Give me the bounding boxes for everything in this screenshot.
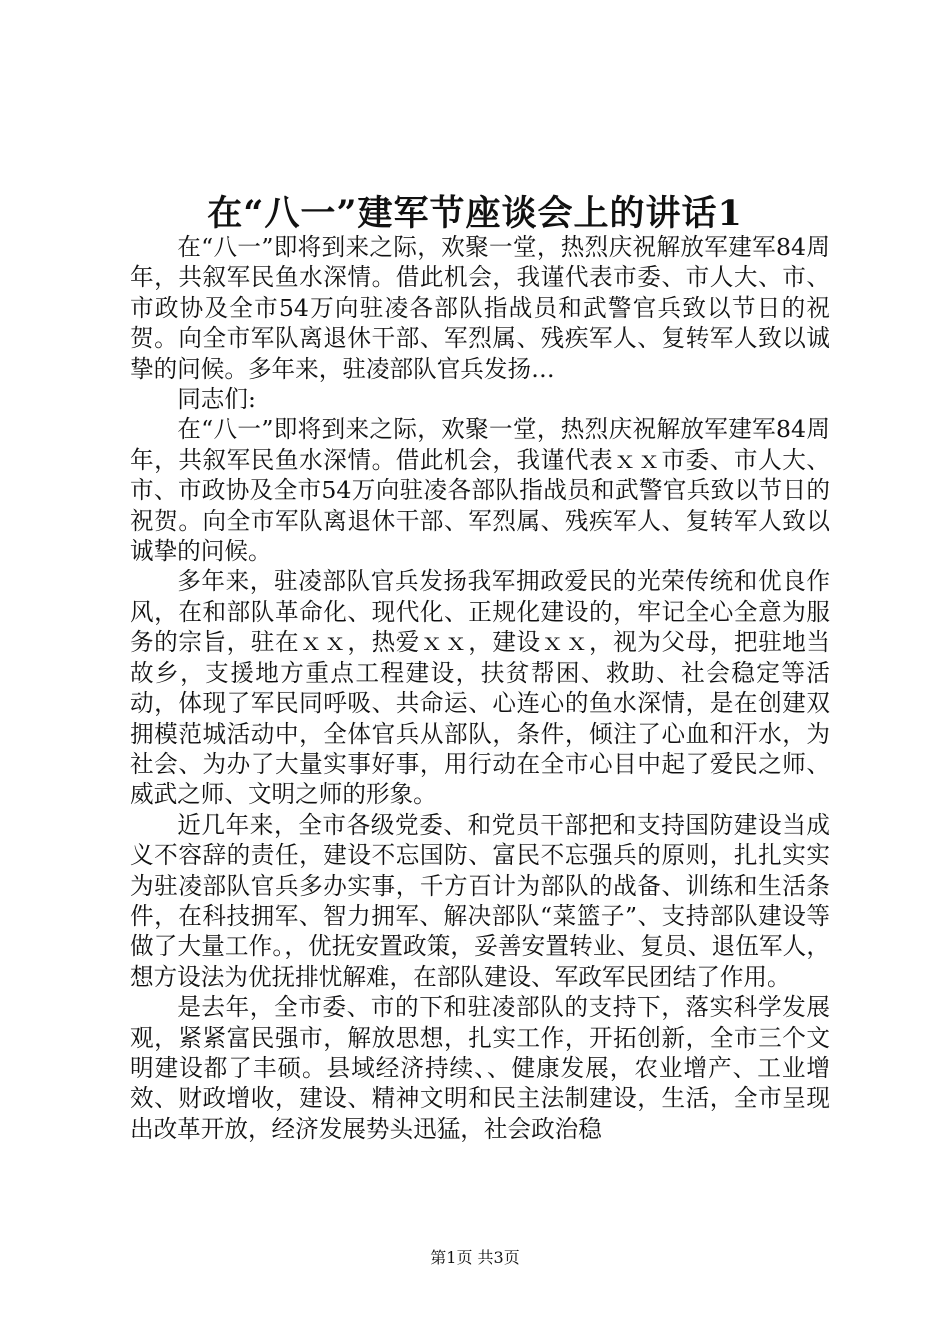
paragraph-greeting: 在“八一”即将到来之际，欢聚一堂，热烈庆祝解放军建军84周年，共叙军民鱼水深情。借此机会，我谨代表ｘｘ市委、市人大、市、市政协及全市54万向驻凌各部队指战员和武警官兵致以节日的祝贺。向全市军队离退休干部、军烈属、残疾军人、复转军人致以诚挚的问候。 xyxy=(130,415,830,566)
document-title: 在“八一”建军节座谈会上的讲话1 xyxy=(207,193,743,234)
document-body xyxy=(130,232,830,1144)
paragraph-last-year: 是去年，全市委、市的下和驻凌部队的支持下，落实科学发展观，紧紧富民强市，解放思想，扎实工作，开拓创新，全市三个文明建设都了丰硕。县域经济持续、、健康发展，农业增产、工业增效、财政增收，建设、精神文明和民主法制建设，生活，全市呈现出改革开放，经济发展势头迅猛，社会政治稳 xyxy=(130,993,830,1143)
page-number-footer: 第1页 共3页 xyxy=(430,1248,520,1267)
paragraph-troops-contribution: 多年来，驻凌部队官兵发扬我军拥政爱民的光荣传统和优良作风，在和部队革命化、现代化、正规化建设的，牢记全心全意为服务的宗旨，驻在ｘｘ，热爱ｘｘ，建设ｘｘ，视为父母，把驻地当故乡，支援地方重点工程建设，扶贫帮困、救助、社会稳定等活动，体现了军民同呼吸、共命运、心连心的鱼水深情，是在创建双拥模范城活动中，全体官兵从部队，条件，倾注了心血和汗水，为社会、为办了大量实事好事，用行动在全市心目中起了爱民之师、威武之师、文明之师的形象。 xyxy=(130,567,830,809)
paragraph-support-defense: 近几年来，全市各级党委、和党员干部把和支持国防建设当成义不容辞的责任，建设不忘国防、富民不忘强兵的原则，扎扎实实为驻凌部队官兵多办实事，千方百计为部队的战备、训练和生活条件，在科技拥军、智力拥军、解决部队“菜篮子”、支持部队建设等做了大量工作。，优抚安置政策，妥善安置转业、复员、退伍军人，想方设法为优抚排忧解难，在部队建设、军政军民团结了作用。 xyxy=(130,810,830,991)
paragraph-salutation: 同志们: xyxy=(177,385,256,414)
paragraph-summary: 在“八一”即将到来之际，欢聚一堂，热烈庆祝解放军建军84周年，共叙军民鱼水深情。借此机会，我谨代表市委、市人大、市、市政协及全市54万向驻凌各部队指战员和武警官兵致以节日的祝贺。向全市军队离退休干部、军烈属、残疾军人、复转军人致以诚挚的问候。多年来，驻凌部队官兵发扬… xyxy=(130,233,830,383)
